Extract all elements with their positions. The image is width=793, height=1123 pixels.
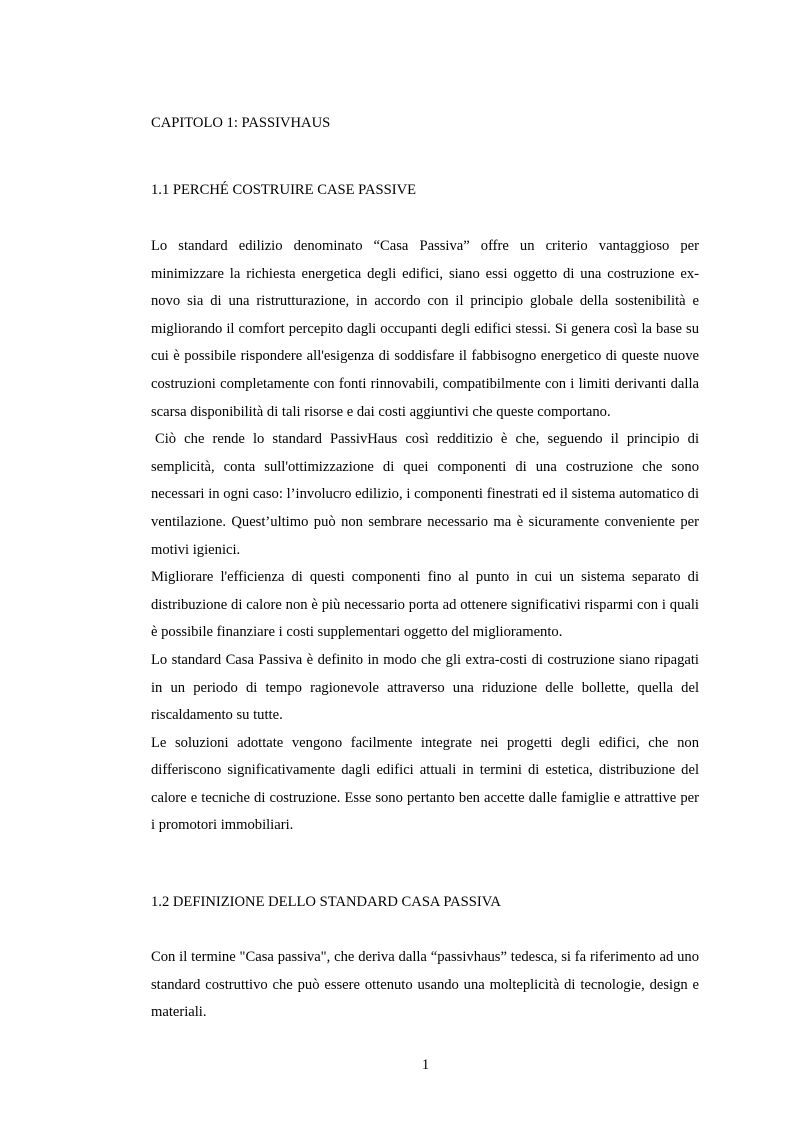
section-1-paragraph-1: Lo standard edilizio denominato “Casa Passiva” offre un criterio vantaggioso per minimizzare la richiesta energetica degli edifici, siano essi oggetto di una costruzione ex-novo sia di una ristrutturazione, in accordo con il principio globale della sostenibilità e migliorando il comfort percepito dagli occupanti degli edifici stessi. Si genera così la base su cui è possibile rispondere all'esigenza di soddisfare il fabbisogno energetico di queste nuove costruzioni completamente con fonti rinnovabili, compatibilmente con i limiti derivanti dalla scarsa disponibilità di tali risorse e dai costi aggiuntivi che queste comportano. bbox=[151, 238, 699, 420]
section-1-paragraph-2: Ciò che rende lo standard PassivHaus così redditizio è che, seguendo il principio di semplicità, conta sull'ottimizzazione di quei componenti di una costruzione che sono necessari in ogni caso: l’involucro edilizio, i componenti finestrati ed il sistema automatico di ventilazione. Quest’ultimo può non sembrare necessario ma è sicuramente conveniente per motivi igienici. bbox=[151, 431, 699, 558]
section-2-body bbox=[151, 944, 699, 1027]
section-2-title: 1.2 DEFINIZIONE DELLO STANDARD CASA PASSIVA bbox=[151, 894, 501, 910]
section-1-title: 1.1 PERCHÉ COSTRUIRE CASE PASSIVE bbox=[151, 182, 417, 198]
chapter-title: CAPITOLO 1: PASSIVHAUS bbox=[151, 115, 331, 131]
section-1-body bbox=[151, 233, 699, 840]
section-1-paragraph-5: Le soluzioni adottate vengono facilmente integrate nei progetti degli edifici, che non differiscono significativamente dagli edifici attuali in termini di estetica, distribuzione del calore e tecniche di costruzione. Esse sono pertanto ben accette dalle famiglie e attrattive per i promotori immobiliari. bbox=[151, 734, 699, 834]
section-1-paragraph-4: Lo standard Casa Passiva è definito in modo che gli extra-costi di costruzione siano ripagati in un periodo di tempo ragionevole attraverso una riduzione delle bollette, quella del riscaldamento su tutte. bbox=[151, 651, 699, 724]
page-number: 1 bbox=[421, 1057, 430, 1073]
section-2-paragraph-1: Con il termine "Casa passiva", che deriva dalla “passivhaus” tedesca, si fa riferimento ad uno standard costruttivo che può essere ottenuto usando una molteplicità di tecnologie, design e materiali. bbox=[151, 949, 699, 1021]
section-1-paragraph-3: Migliorare l'efficienza di questi componenti fino al punto in cui un sistema separato di distribuzione di calore non è più necessario porta ad ottenere significativi risparmi con i quali è possibile finanziare i costi supplementari oggetto del miglioramento. bbox=[151, 569, 699, 641]
